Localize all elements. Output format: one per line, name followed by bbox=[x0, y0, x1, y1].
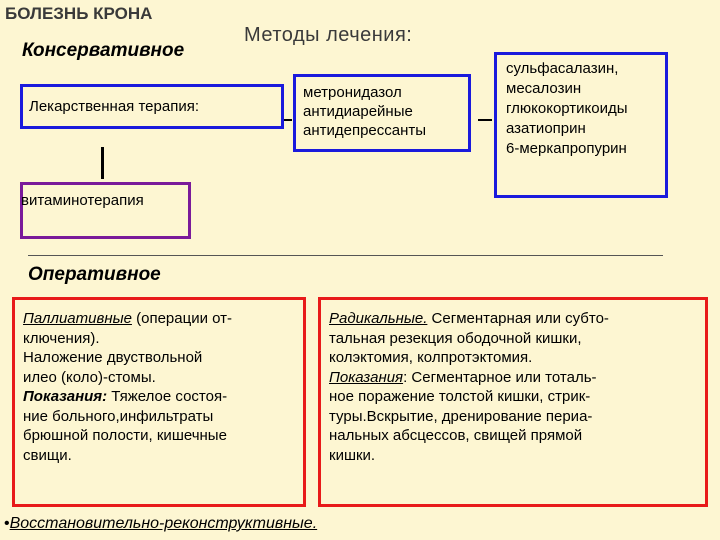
drug-item: 6-меркапропурин bbox=[506, 140, 627, 157]
drug-group-1-box bbox=[293, 74, 471, 152]
drug-item: глюкокортикоиды bbox=[506, 100, 628, 117]
section-heading-conservative: Консервативное bbox=[22, 40, 185, 61]
drug-item: метронидазол bbox=[303, 84, 402, 101]
drug-item: азатиоприн bbox=[506, 120, 586, 137]
palliative-text bbox=[23, 309, 232, 465]
radical-indications-text: : Сегментарное или тоталь- bbox=[403, 368, 597, 386]
drug-item: сульфасалазин, bbox=[506, 60, 619, 77]
palliative-line: илео (коло)-стомы. bbox=[23, 368, 156, 386]
radical-line: тальная резекция ободочной кишки, bbox=[329, 329, 582, 347]
vitamin-therapy-label: витаминотерапия bbox=[21, 192, 144, 209]
radical-line: нальных абсцессов, свищей прямой bbox=[329, 427, 583, 444]
palliative-indications-label: Показания: bbox=[23, 388, 108, 405]
radical-line: туры.Вскрытие, дренирование периа- bbox=[329, 407, 593, 425]
drug-group-2-text bbox=[506, 59, 628, 159]
section-divider bbox=[28, 255, 663, 256]
palliative-desc: (операции от- bbox=[131, 310, 233, 327]
radical-term: Радикальные. bbox=[329, 310, 428, 327]
radical-line: кишки. bbox=[329, 446, 376, 464]
radical-box bbox=[318, 297, 708, 507]
palliative-line: ние больного,инфильтраты bbox=[23, 407, 214, 425]
page-title: БОЛЕЗНЬ КРОНА bbox=[5, 4, 153, 23]
palliative-indications-text: Тяжелое состоя- bbox=[107, 388, 228, 405]
drug-item: антидепрессанты bbox=[303, 122, 427, 139]
palliative-term: Паллиативные bbox=[23, 310, 132, 327]
drug-item: месалозин bbox=[506, 80, 582, 97]
palliative-line: брюшной полости, кишечные bbox=[23, 427, 227, 444]
connector-line bbox=[284, 119, 292, 121]
drug-therapy-label: Лекарственная терапия: bbox=[29, 98, 199, 115]
connector-line bbox=[101, 147, 104, 179]
radical-text bbox=[329, 309, 609, 465]
vitamin-therapy-box bbox=[20, 182, 191, 239]
page-subtitle: Методы лечения: bbox=[244, 24, 413, 46]
drug-item: антидиарейные bbox=[303, 103, 413, 120]
palliative-box bbox=[12, 297, 306, 507]
palliative-line: Наложение двуствольной bbox=[23, 349, 203, 366]
palliative-line: свищи. bbox=[23, 446, 72, 464]
radical-line: ное поражение толстой кишки, стрик- bbox=[329, 388, 591, 405]
footer-item bbox=[4, 515, 317, 533]
radical-desc: Сегментарная или субто- bbox=[427, 310, 609, 327]
radical-line: колэктомия, колпротэктомия. bbox=[329, 349, 533, 366]
radical-indications-label: Показания bbox=[329, 368, 404, 386]
section-heading-operative: Оперативное bbox=[28, 264, 161, 285]
drug-group-1-text bbox=[303, 83, 426, 140]
footer-text: Восстановительно-реконструктивные. bbox=[9, 515, 318, 532]
palliative-line: ключения). bbox=[23, 329, 100, 347]
drug-group-2-box bbox=[494, 52, 668, 198]
drug-therapy-box bbox=[20, 84, 284, 129]
connector-line bbox=[478, 119, 492, 121]
bullet-icon: • bbox=[4, 515, 10, 532]
